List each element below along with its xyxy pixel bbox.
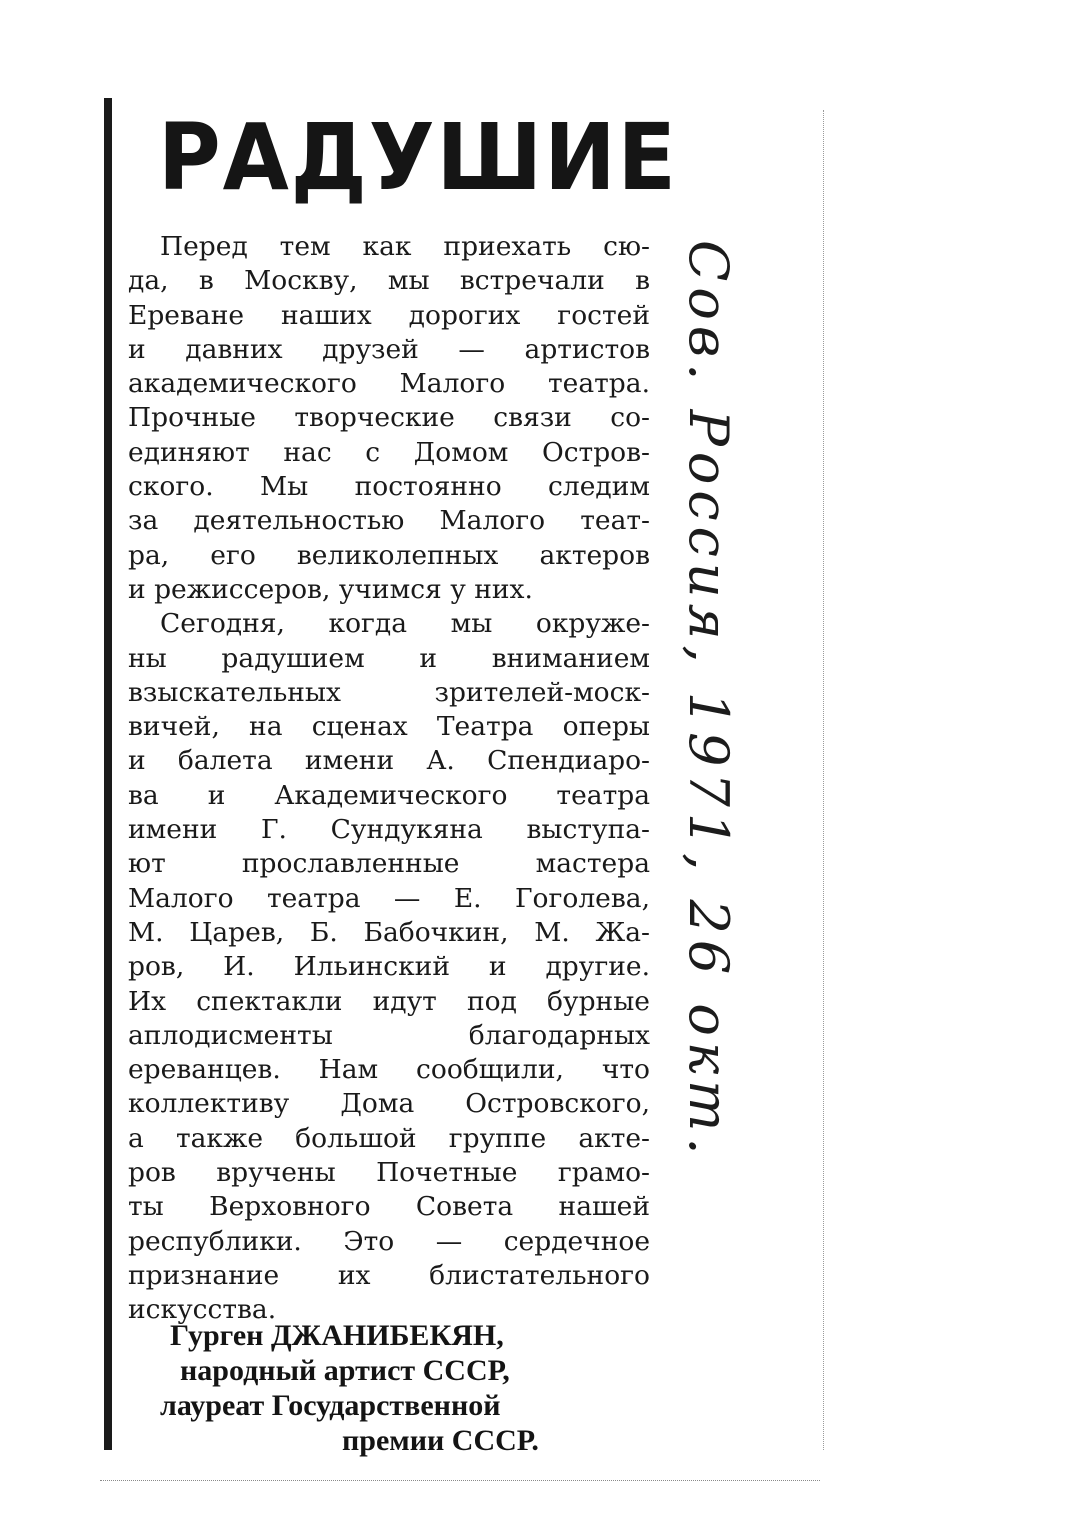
clipping-bottom-edge [100, 1480, 820, 1481]
article-line: единяют нас с Домом Остров- [128, 436, 650, 468]
article-line: ров, И. Ильинский и другие. [128, 951, 650, 983]
article-line: вичей, на сценах Театра оперы [128, 711, 650, 743]
article-line: а также большой группе акте- [128, 1122, 650, 1154]
article-line: и балета имени А. Спендиаро- [128, 745, 650, 777]
article-line: ского. Мы постоянно следим [128, 471, 650, 503]
article-line: М. Царев, Б. Бабочкин, М. Жа- [128, 916, 650, 948]
article-line: ра, его великолепных актеров [128, 539, 650, 571]
article-line: взыскательных зрителей-моск- [128, 676, 650, 708]
article-paragraph-1 [128, 230, 650, 607]
article-line: Малого театра — Е. Гоголева, [128, 882, 650, 914]
article-line: искусства. [128, 1294, 277, 1326]
article-line: ров вручены Почетные грамо- [128, 1157, 650, 1189]
article-line: признание их блистательного [128, 1259, 650, 1291]
handwritten-source-note: Сов. Россия, 1971, 26 окт. [677, 240, 740, 1161]
article-line: за деятельностью Малого теат- [128, 505, 650, 537]
article-line: имени Г. Сундукяна выступа- [128, 814, 650, 846]
author-title: лауреат Государственной [160, 1389, 501, 1422]
article-line: Перед тем как приехать сю- [160, 231, 650, 262]
article-line: аплодисменты благодарных [128, 1019, 650, 1051]
article-line: ны радушием и вниманием [128, 642, 650, 674]
article-line: Прочные творческие связи со- [128, 402, 650, 434]
article-line: и давних друзей — артистов [128, 333, 650, 365]
article-line: ют прославленные мастера [128, 848, 650, 880]
author-title: премии СССР. [342, 1424, 539, 1457]
article-headline: РАДУШИЕ [158, 104, 678, 211]
article-line: академического Малого театра. [128, 368, 650, 400]
article-line: республики. Это — сердечное [128, 1225, 650, 1257]
article-line: и режиссеров, учимся у них. [128, 573, 533, 605]
article-line: ты Верховного Совета нашей [128, 1191, 650, 1223]
article-line: ереванцев. Нам сообщили, что [128, 1054, 650, 1086]
article-line: Сегодня, когда мы окруже- [160, 608, 650, 640]
article-paragraph-2 [128, 607, 650, 1327]
article-line: да, в Москву, мы встречали в [128, 265, 650, 297]
author-title: народный артист СССР, [180, 1354, 510, 1387]
article-line: коллективу Дома Островского, [128, 1088, 650, 1120]
article-line: Их спектакли идут под бурные [128, 985, 650, 1017]
author-signature [128, 1318, 608, 1458]
clipping-right-edge [823, 110, 824, 1450]
author-name: Гурген ДЖАНИБЕКЯН, [170, 1319, 504, 1352]
article-line: ва и Академического театра [128, 779, 650, 811]
article-body [128, 230, 650, 1328]
clipping-border [104, 98, 112, 1450]
article-line: Ереване наших дорогих гостей [128, 299, 650, 331]
